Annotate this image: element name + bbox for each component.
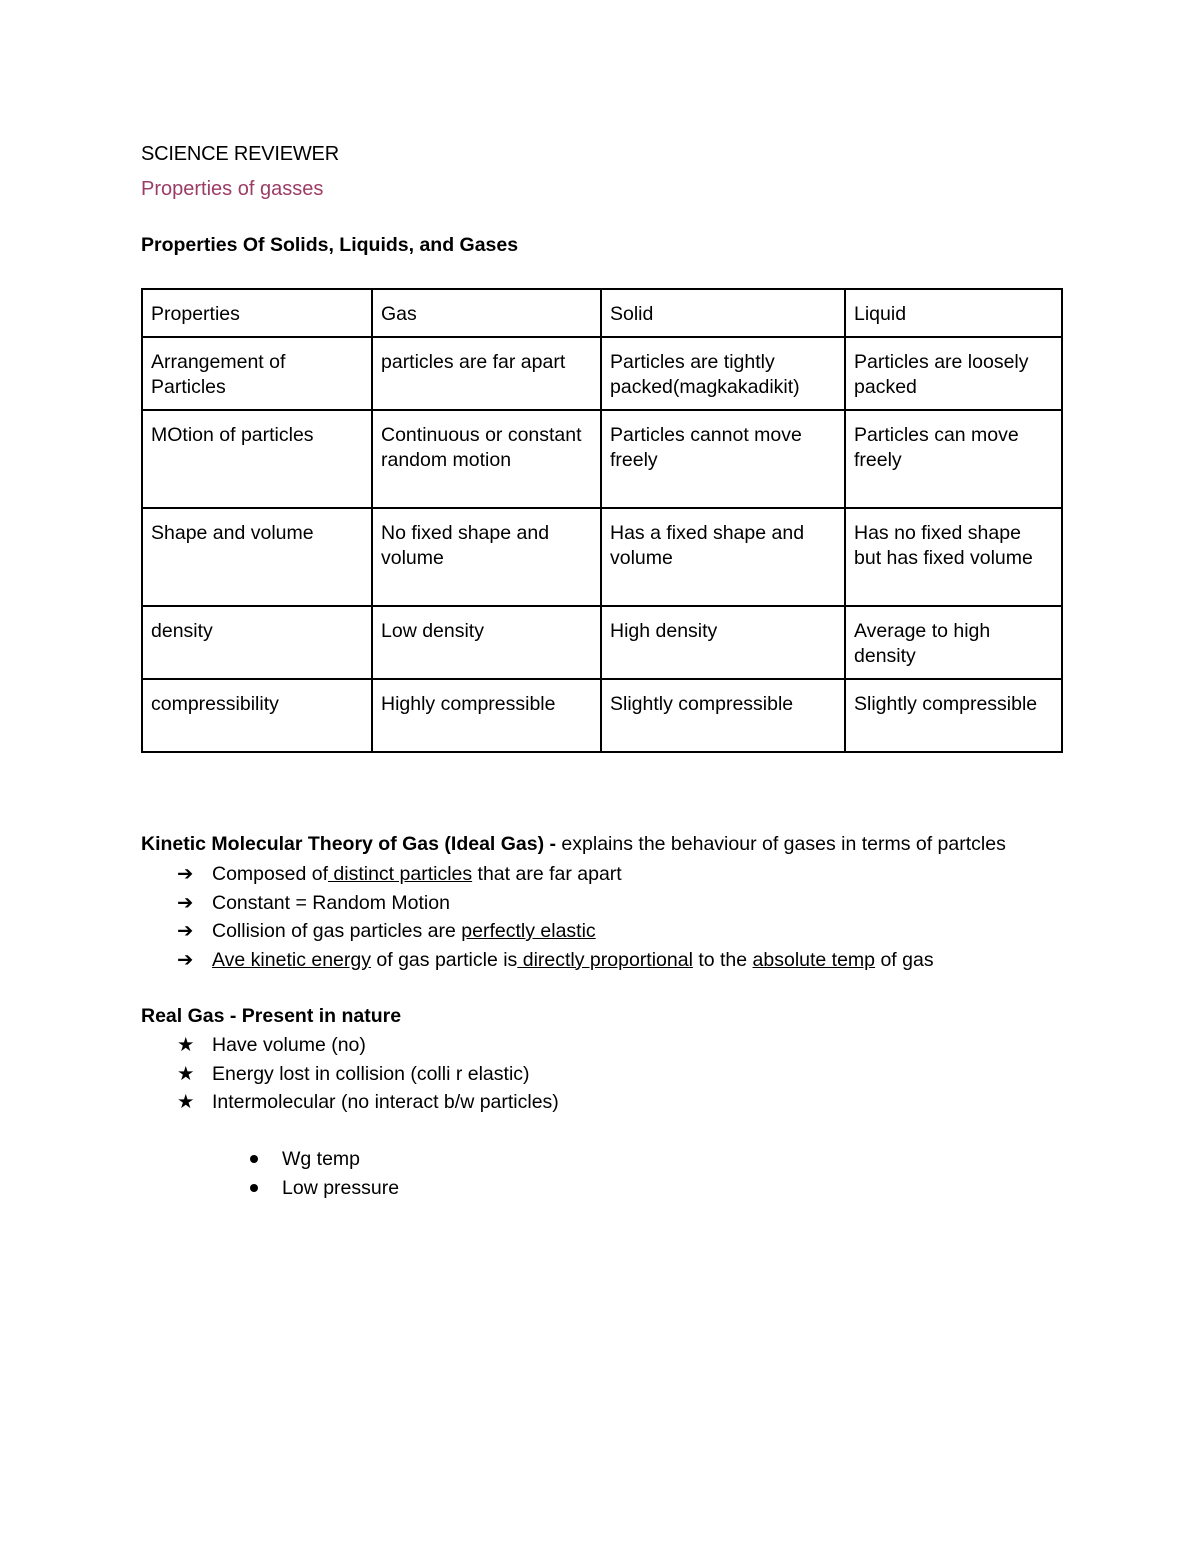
real-gas-sub-list bbox=[211, 1145, 399, 1202]
arrow-bullet-icon: ➔ bbox=[177, 920, 194, 942]
table-cell: compressibility bbox=[142, 679, 372, 752]
list-item bbox=[211, 1174, 399, 1203]
list-item bbox=[141, 946, 934, 975]
list-item-text: Have volume (no) bbox=[212, 1034, 366, 1056]
table-cell: High density bbox=[601, 606, 845, 679]
table-row bbox=[142, 410, 1062, 508]
arrow-bullet-icon: ➔ bbox=[177, 948, 194, 971]
table-cell: Slightly compressible bbox=[601, 679, 845, 752]
kmt-list bbox=[141, 860, 934, 974]
list-item-text: to the bbox=[692, 948, 753, 971]
table-cell: Has a fixed shape and volume bbox=[601, 508, 845, 606]
dot-bullet-icon bbox=[250, 1155, 258, 1163]
table-cell: No fixed shape and volume bbox=[372, 508, 601, 606]
list-item-text: that are far apart bbox=[472, 863, 622, 885]
table-cell: Particles cannot move freely bbox=[601, 410, 845, 508]
table-cell: Particles are loosely packed bbox=[845, 337, 1062, 410]
table-header-cell: Gas bbox=[372, 289, 601, 337]
table-header-cell: Solid bbox=[601, 289, 845, 337]
table-cell: density bbox=[142, 606, 372, 679]
properties-table bbox=[141, 288, 1063, 753]
list-item-text: Intermolecular (no interact b/w particles) bbox=[212, 1091, 559, 1113]
table-cell: Low density bbox=[372, 606, 601, 679]
kmt-heading-rest: explains the behaviour of gases in terms of partcles bbox=[556, 833, 1006, 855]
table-cell: Average to high density bbox=[845, 606, 1062, 679]
star-bullet-icon: ★ bbox=[177, 1034, 195, 1056]
real-gas-heading: Real Gas - Present in nature bbox=[141, 1005, 402, 1027]
list-item bbox=[141, 1031, 559, 1060]
document-title: SCIENCE REVIEWER bbox=[141, 143, 339, 165]
list-item bbox=[211, 1145, 399, 1174]
table-cell: Highly compressible bbox=[372, 679, 601, 752]
underlined-text: perfectly elastic bbox=[461, 920, 596, 942]
star-bullet-icon: ★ bbox=[177, 1062, 195, 1085]
table-cell: Continuous or constant random motion bbox=[372, 410, 601, 508]
table-cell: Has no fixed shape but has fixed volume bbox=[845, 508, 1062, 606]
table-row bbox=[142, 337, 1062, 410]
table-header-cell: Liquid bbox=[845, 289, 1062, 337]
star-bullet-icon: ★ bbox=[177, 1091, 195, 1113]
table-cell: Particles are tightly packed(magkakadikit) bbox=[601, 337, 845, 410]
table-cell: Slightly compressible bbox=[845, 679, 1062, 752]
table-row bbox=[142, 508, 1062, 606]
dot-bullet-icon bbox=[250, 1184, 258, 1192]
kmt-heading-bold: Kinetic Molecular Theory of Gas (Ideal Gas) - bbox=[141, 833, 557, 855]
table-header-row bbox=[142, 289, 1062, 337]
list-item bbox=[141, 1060, 559, 1089]
underlined-text: Ave kinetic energy bbox=[212, 948, 371, 971]
kmt-heading bbox=[141, 831, 1006, 857]
list-item-text: of gas particle is bbox=[370, 948, 518, 971]
list-item-text: Collision of gas particles are bbox=[212, 920, 462, 942]
table-cell: Shape and volume bbox=[142, 508, 372, 606]
arrow-bullet-icon: ➔ bbox=[177, 863, 194, 885]
list-item-text: Low pressure bbox=[282, 1176, 400, 1199]
list-item-text: Energy lost in collision (colli r elastic) bbox=[212, 1062, 530, 1085]
list-item-text: Composed of bbox=[212, 863, 328, 885]
table-row bbox=[142, 679, 1062, 752]
table-cell: MOtion of particles bbox=[142, 410, 372, 508]
underlined-text: distinct particles bbox=[327, 863, 473, 885]
list-item-text: of gas bbox=[875, 948, 934, 971]
list-item bbox=[141, 889, 934, 918]
document-subtitle: Properties of gasses bbox=[141, 178, 324, 200]
list-item bbox=[141, 1088, 559, 1117]
underlined-text: directly proportional bbox=[517, 948, 693, 971]
table-row bbox=[142, 606, 1062, 679]
table-cell: Particles can move freely bbox=[845, 410, 1062, 508]
list-item bbox=[141, 860, 934, 889]
table-cell: Arrangement of Particles bbox=[142, 337, 372, 410]
real-gas-list bbox=[141, 1031, 559, 1117]
list-item-text: Wg temp bbox=[282, 1148, 361, 1170]
table-cell: particles are far apart bbox=[372, 337, 601, 410]
table-heading: Properties Of Solids, Liquids, and Gases bbox=[141, 234, 519, 256]
list-item-text: Constant = Random Motion bbox=[212, 891, 450, 914]
table-header-cell: Properties bbox=[142, 289, 372, 337]
underlined-text: absolute temp bbox=[752, 948, 876, 971]
arrow-bullet-icon: ➔ bbox=[177, 891, 194, 914]
list-item bbox=[141, 917, 934, 946]
